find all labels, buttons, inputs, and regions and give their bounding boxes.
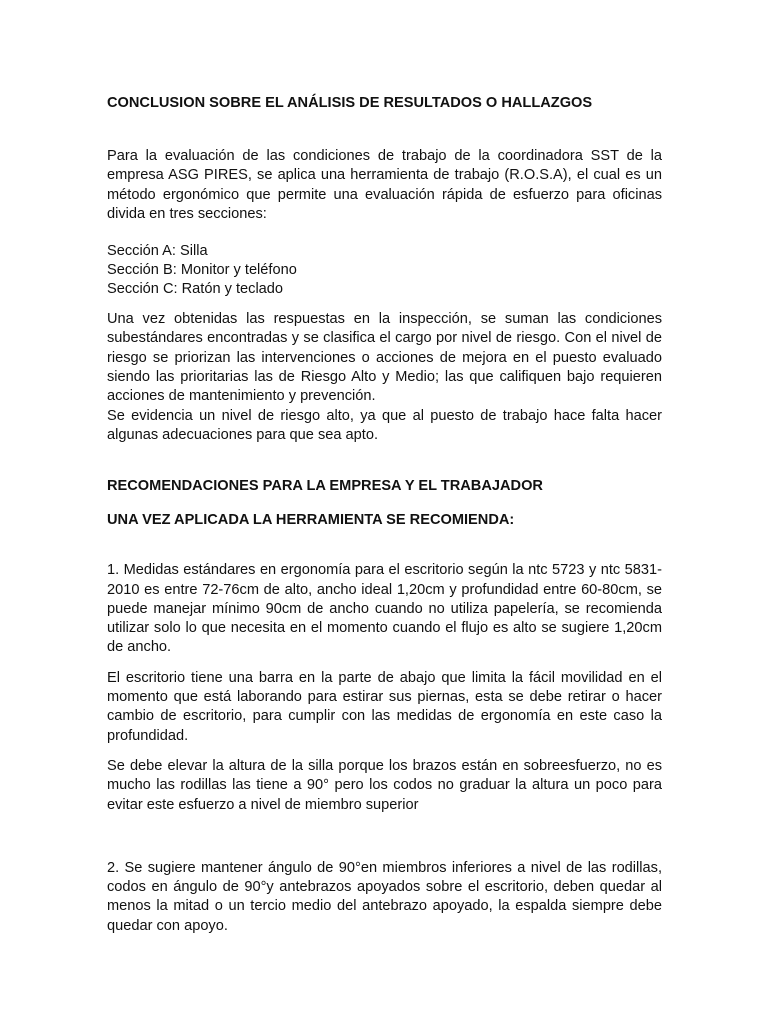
risk-result-paragraph: Se evidencia un nivel de riesgo alto, ya que al puesto de trabajo hace falta hacer algunas adecuaciones para que sea apto.	[107, 407, 662, 443]
conclusion-heading: CONCLUSION SOBRE EL ANÁLISIS DE RESULTADOS O HALLAZGOS	[107, 95, 593, 111]
sections-list	[107, 242, 662, 299]
intro-paragraph: Para la evaluación de las condiciones de trabajo de la coordinadora SST de la empresa ASG PIRES, se aplica una herramienta de trabajo (R.O.S.A), el cual es un método ergonómico que permite una evaluación rápida de esfuerzo para oficinas divida en tres secciones:	[107, 148, 662, 222]
section-b-item: Sección B: Monitor y teléfono	[107, 262, 297, 279]
risk-paragraph: Una vez obtenidas las respuestas en la inspección, se suman las condiciones subestándares encontradas y se clasifica el cargo por nivel de riesgo. Con el nivel de riesgo se priorizan las intervenciones o acciones de mejora en el puesto evaluado siendo las prioritarias las de Riesgo Alto y Medio; las que califiquen bajo requieren acciones de mantenimiento y prevención.	[107, 311, 662, 405]
chair-height-paragraph: Se debe elevar la altura de la silla porque los brazos están en sobreesfuerzo, no es mucho las rodillas las tiene a 90° pero los codos no graduar la altura un poco para evitar este esfuerzo a nivel de miembro superior	[107, 757, 662, 813]
section-a-item: Sección A: Silla	[107, 243, 208, 260]
recommendation-item-2: 2. Se sugiere mantener ángulo de 90°en miembros inferiores a nivel de las rodillas, codos en ángulo de 90°y antebrazos apoyados sobre el escritorio, deben quedar al menos la mitad o un tercio medio del antebrazo apoyado, la espalda siempre debe quedar con apoyo.	[107, 859, 662, 934]
desk-bar-paragraph: El escritorio tiene una barra en la parte de abajo que limita la fácil movilidad en el momento que está laborando para estirar sus piernas, esta se debe retirar o hacer cambio de escritorio, para cumplir con las medidas de ergonomía en este caso la profundidad.	[107, 669, 662, 744]
recommendations-subheading: UNA VEZ APLICADA LA HERRAMIENTA SE RECOMIENDA:	[107, 512, 515, 529]
section-c-item: Sección C: Ratón y teclado	[107, 281, 284, 298]
recommendations-heading: RECOMENDACIONES PARA LA EMPRESA Y EL TRABAJADOR	[107, 478, 543, 495]
recommendation-item-1: 1. Medidas estándares en ergonomía para el escritorio según la ntc 5723 y ntc 5831-2010 es entre 72-76cm de alto, ancho ideal 1,20cm y profundidad entre 60-80cm, se puede manejar mínimo 90cm de ancho cuando no utiliza papelería, se recomienda utilizar solo lo que necesita en el momento cuando el flujo es alto se sugiere 1,20cm de ancho.	[107, 562, 662, 656]
